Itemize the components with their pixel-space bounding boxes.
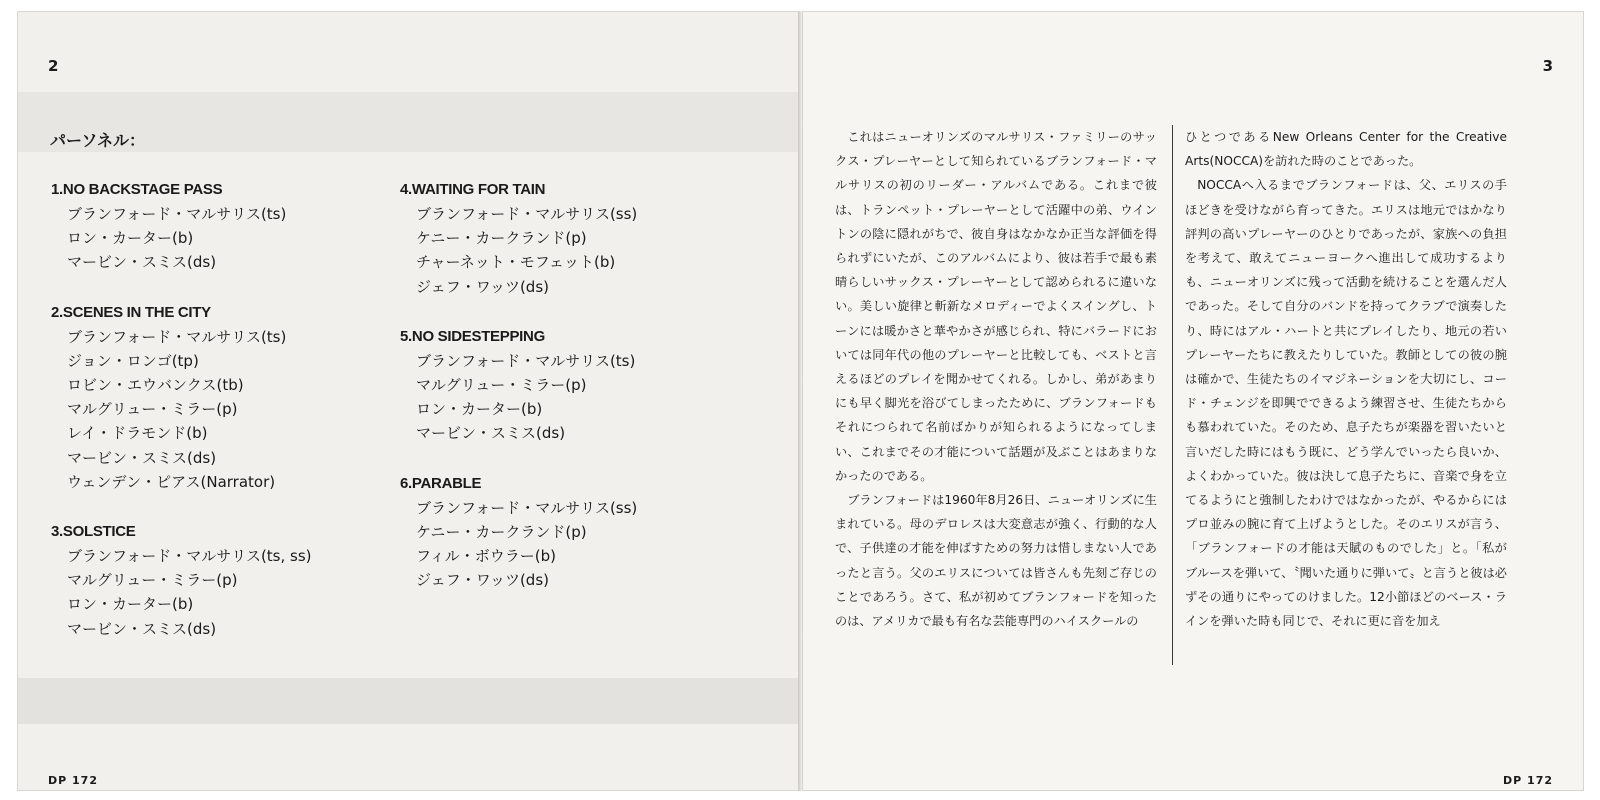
track-block	[400, 325, 740, 446]
paragraph: ひとつであるNew Orleans Center for the Creative Arts(NOCCA)を訪れた時のことであった。	[1185, 130, 1507, 169]
column-divider	[1172, 125, 1173, 665]
member-line: ブランフォード・マルサリス(ts)	[416, 351, 636, 370]
member-line: マルグリュー・ミラー(p)	[67, 400, 238, 419]
member-line: ブランフォード・マルサリス(ss)	[416, 205, 638, 223]
member-line: マルグリュー・ミラー(p)	[416, 376, 587, 395]
track-block	[400, 178, 740, 299]
member-line: ブランフォード・マルサリス(ts, ss)	[67, 547, 312, 566]
member-line: ブランフォード・マルサリス(ts)	[67, 205, 287, 223]
member-line: ロン・カーター(b)	[67, 229, 194, 248]
track-block	[51, 520, 391, 641]
member-line: ロン・カーター(b)	[416, 400, 543, 419]
member-line: マービン・スミス(ds)	[67, 619, 217, 638]
member-line: マービン・スミス(ds)	[67, 448, 217, 467]
member-line: マービン・スミス(ds)	[416, 424, 566, 443]
member-line: マルグリュー・ミラー(p)	[67, 571, 238, 590]
track-title: 1.NO BACKSTAGE PASS	[51, 181, 223, 198]
personnel-column-1	[51, 178, 391, 667]
catalog-number: DP 172	[48, 774, 98, 787]
member-line: ロビン・エウバンクス(tb)	[67, 376, 244, 395]
member-line: チャーネット・モフェット(b)	[416, 253, 616, 272]
member-line: ケニー・カークランド(p)	[416, 522, 587, 541]
track-title: 3.SOLSTICE	[51, 523, 136, 541]
track-block	[51, 301, 391, 494]
member-line: マービン・スミス(ds)	[67, 253, 217, 272]
track-title: 2.SCENES IN THE CITY	[51, 303, 211, 321]
paragraph: ブランフォードは1960年8月26日、ニューオリンズに生まれている。母のデロレスは大変意志が強く、行動的な人で、子供達の才能を伸ばすための努力は惜しまない人であったと言う。父のエリスについては皆さんも先刻ご存じのことであろう。さて、私が初めてブランフォードを知ったのは、アメリカで最も有名な芸能専門のハイスクールの	[835, 493, 1157, 629]
track-block	[400, 472, 740, 593]
member-line: フィル・ボウラー(b)	[416, 547, 557, 566]
personnel-column-2	[400, 178, 740, 618]
member-line: ロン・カーター(b)	[67, 595, 194, 614]
faded-background-band	[18, 678, 800, 724]
liner-notes-column-2	[1185, 125, 1507, 633]
member-line: ジェフ・ワッツ(ds)	[416, 277, 549, 296]
member-line: ブランフォード・マルサリス(ss)	[416, 498, 638, 517]
catalog-number: DP 172	[1503, 774, 1553, 787]
track-title: 4.WAITING FOR TAIN	[400, 181, 546, 198]
track-block	[51, 178, 391, 275]
track-title: 6.PARABLE	[400, 474, 482, 492]
page-number: 2	[48, 57, 59, 75]
liner-notes-column-1	[835, 125, 1157, 633]
member-line: ジェフ・ワッツ(ds)	[416, 571, 549, 590]
member-line: ウェンデン・ピアス(Narrator)	[67, 472, 276, 491]
paragraph: これはニューオリンズのマルサリス・ファミリーのサックス・プレーヤーとして知られているブランフォード・マルサリスの初のリーダー・アルバムである。これまで彼は、トランペット・プレーヤーとして活躍中の弟、ウイントンの陰に隠れがちで、彼自身はなかなか正当な評価を得られずにいたが、このアルバムにより、彼は若手で最も素晴らしいサックス・プレーヤーとして認められるに違いない。美しい旋律と斬新なメロディーでよくスイングし、トーンには暖かさと華やかさが感じられ、特にバラードにおいては同年代の他のプレーヤーと比較しても、ベストと言えるほどのプレイを聞かせてくれる。しかし、弟があまりにも早く脚光を浴びてしまったために、ブランフォードもそれにつられて名前ばかりが知られるようになってしまい、これまでその才能について話題が及ぶことはあまりなかったのである。	[835, 130, 1157, 483]
member-line: レイ・ドラモンド(b)	[67, 424, 208, 443]
member-line: ジョン・ロンゴ(tp)	[67, 351, 199, 370]
track-title: 5.NO SIDESTEPPING	[400, 327, 545, 345]
member-line: ブランフォード・マルサリス(ts)	[67, 327, 287, 346]
personnel-heading: パーソネル：	[50, 131, 146, 150]
member-line: ケニー・カークランド(p)	[416, 229, 587, 248]
page-number: 3	[1542, 57, 1553, 75]
paragraph: NOCCAへ入るまでブランフォードは、父、エリスの手ほどきを受けながら育ってきた。エリスは地元ではかなり評判の高いプレーヤーのひとりであったが、家族への負担を考えて、敢えてニューヨークへ進出して成功するよりも、ニューオリンズに残って活動を続けることを選んだ人であった。そして自分のバンドを持ってクラブで演奏したり、時にはアル・ハートと共にプレイしたり、地元の若いプレーヤーたちに教えたりしていた。教師としての彼の腕は確かで、生徒たちのイマジネーションを大切にし、コード・チェンジを即興でできるよう練習させ、生徒たちからも慕われていた。そのため、息子たちが楽器を習いたいと言いだした時にはもう既に、どう学んでいったら良いか、よくわかっていた。彼は決して息子たちに、音楽で身を立てるようにと強制したわけではなかったが、やるからにはプロ並みの腕に育て上げようとした。そのエリスが言う、「ブランフォードの才能は天賦のものでした」と。「私がブルースを弾いて、〝聞いた通りに弾いて〟と言うと彼は必ずその通りにやってのけました。12小節ほどのベース・ラインを弾いた時も同じで、それに更に音を加え	[1185, 178, 1507, 629]
